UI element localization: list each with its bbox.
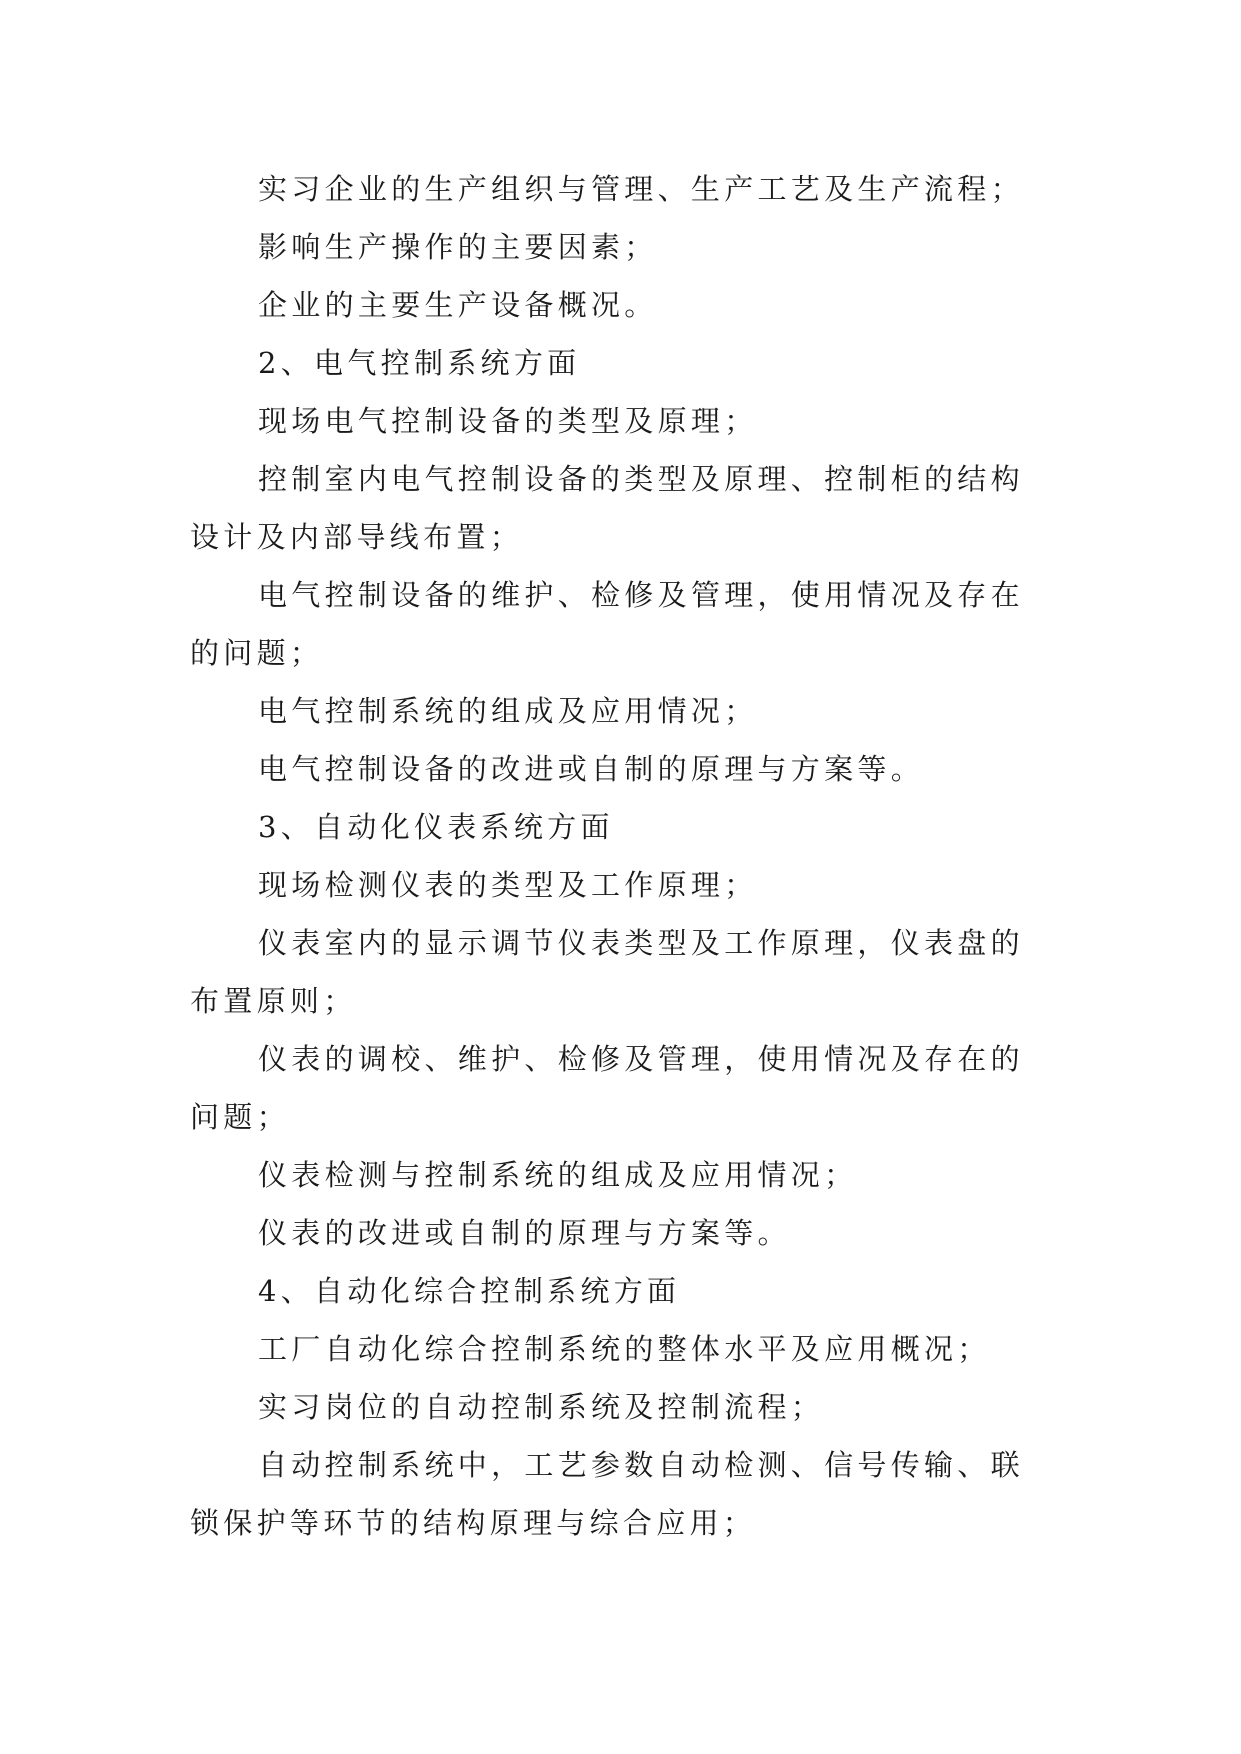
paragraph: 电气控制系统的组成及应用情况； <box>258 694 758 728</box>
paragraph: 现场检测仪表的类型及工作原理； <box>258 868 758 902</box>
paragraph: 企业的主要生产设备概况。 <box>258 288 658 322</box>
paragraph: 工厂自动化综合控制系统的整体水平及应用概况； <box>258 1332 991 1366</box>
paragraph: 仪表检测与控制系统的组成及应用情况； <box>258 1158 858 1192</box>
paragraph: 仪表室内的显示调节仪表类型及工作原理，仪表盘的布置原则； <box>190 926 1024 1018</box>
paragraph: 实习岗位的自动控制系统及控制流程； <box>258 1390 825 1424</box>
paragraph: 电气控制设备的维护、检修及管理，使用情况及存在的问题； <box>190 578 1024 670</box>
paragraph: 影响生产操作的主要因素； <box>258 230 658 264</box>
paragraph: 实习企业的生产组织与管理、生产工艺及生产流程； <box>258 172 1024 206</box>
paragraph: 仪表的改进或自制的原理与方案等。 <box>258 1216 791 1250</box>
document-body <box>190 160 1056 1552</box>
section-heading: 4、自动化综合控制系统方面 <box>258 1274 681 1308</box>
paragraph: 控制室内电气控制设备的类型及原理、控制柜的结构设计及内部导线布置； <box>190 462 1024 554</box>
paragraph: 仪表的调校、维护、检修及管理，使用情况及存在的问题； <box>190 1042 1024 1134</box>
paragraph: 电气控制设备的改进或自制的原理与方案等。 <box>258 752 925 786</box>
section-heading: 3、自动化仪表系统方面 <box>258 810 614 844</box>
section-heading: 2、电气控制系统方面 <box>258 346 581 380</box>
paragraph: 自动控制系统中，工艺参数自动检测、信号传输、联锁保护等环节的结构原理与综合应用； <box>190 1448 1024 1540</box>
paragraph: 现场电气控制设备的类型及原理； <box>258 404 758 438</box>
